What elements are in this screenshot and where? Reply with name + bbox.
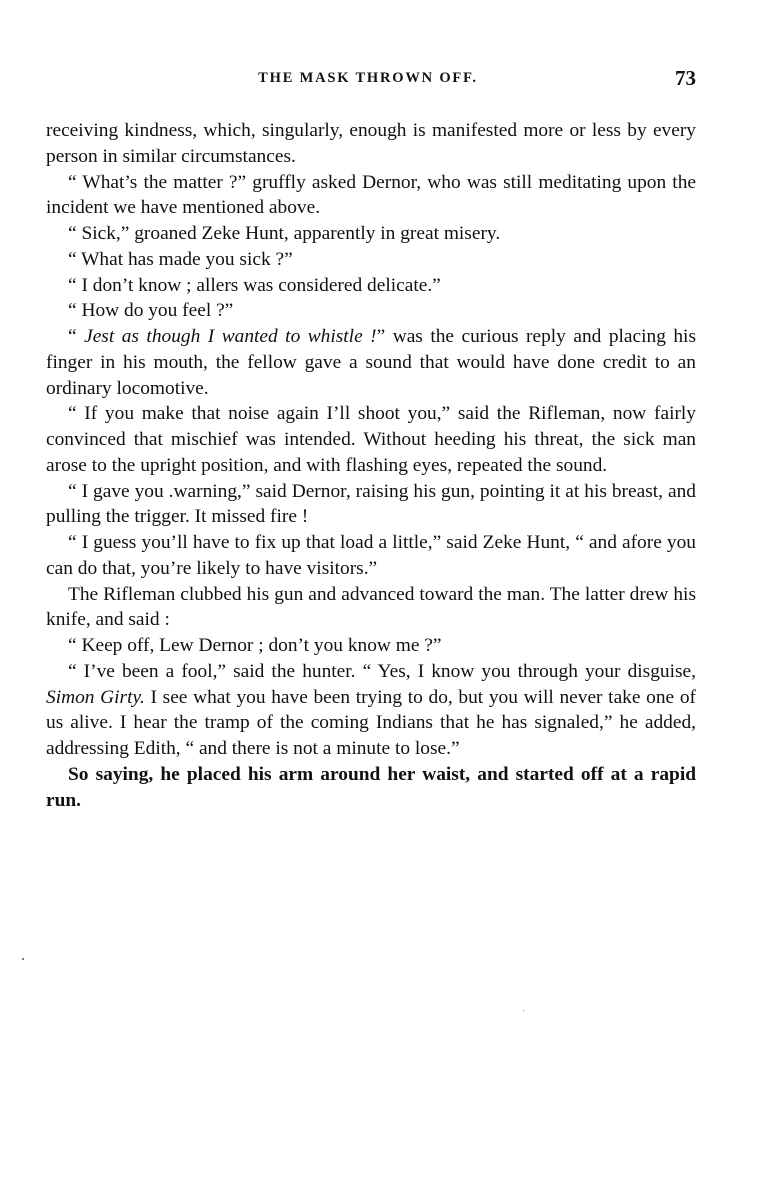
paragraph-continuation xyxy=(46,118,696,170)
text-segment: receiving kindness, which, singularly, enough is manifested more or less by every person in similar circumstances. xyxy=(46,120,696,167)
italic-quote: Jest as though I wanted to whistle ! xyxy=(84,326,377,347)
paragraph-narration xyxy=(46,582,696,634)
running-head xyxy=(40,66,696,92)
paragraph-dialogue xyxy=(46,221,696,247)
text-segment: “ If you make that noise again I’ll shoot you,” said the Rifleman, now fairly convinced that mischief was intended. Without heeding his threat, the sick man arose to the upright position, and with flashing eyes, repeated the sound. xyxy=(46,403,696,476)
scan-speck xyxy=(22,958,24,960)
text-segment: ” was the curious reply and placing his finger in his mouth, the fellow gave a sound that would have done credit to an ordinary locomotive. xyxy=(46,326,696,399)
paragraph-dialogue xyxy=(46,324,696,401)
text-segment: “ I’ve been a fool,” said the hunter. “ Yes, I know you through your disguise, xyxy=(68,660,696,682)
paragraph-closing xyxy=(46,762,696,814)
scan-speck xyxy=(523,1010,524,1011)
text-segment: “ Sick,” groaned Zeke Hunt, apparently in great misery. xyxy=(68,223,501,244)
paragraph-dialogue xyxy=(46,298,696,324)
text-segment: “ How do you feel ?” xyxy=(68,300,234,322)
italic-name: Simon Girty. xyxy=(46,686,145,708)
text-segment: “ What’s the matter ?” gruffly asked Dernor, who was still meditating upon the incident we have mentioned above. xyxy=(46,171,696,219)
text-segment: I see what you have been trying to do, but you will never take one of us alive. I hear the tramp of the coming Indians that he has signaled,” he added, addressing Edith, “ and there is not a minute to lose.” xyxy=(46,686,696,759)
paragraph-dialogue xyxy=(46,659,696,762)
page-number: 73 xyxy=(675,66,696,90)
text-segment: “ What has made you sick ?” xyxy=(68,248,293,270)
paragraph-dialogue xyxy=(46,479,696,531)
text-segment: “ I don’t know ; allers was considered delicate.” xyxy=(68,274,441,296)
running-title: THE MASK THROWN OFF. xyxy=(258,70,478,86)
body-text xyxy=(46,118,696,813)
text-segment: “ Keep off, Lew Dernor ; don’t you know me ?” xyxy=(68,635,442,656)
paragraph-dialogue xyxy=(46,170,696,222)
paragraph-dialogue xyxy=(46,273,696,299)
paragraph-dialogue xyxy=(46,247,696,273)
text-segment: “ I gave you .warning,” said Dernor, raising his gun, pointing it at his breast, and pulling the trigger. It missed fire ! xyxy=(46,480,696,528)
paragraph-dialogue xyxy=(46,633,696,659)
text-segment: The Rifleman clubbed his gun and advanced toward the man. The latter drew his knife, and said : xyxy=(46,583,696,631)
text-segment: “ I guess you’ll have to fix up that load a little,” said Zeke Hunt, “ and afore you can do that, you’re likely to have visitors.” xyxy=(46,532,696,579)
text-segment: So saying, he placed his arm around her waist, and started off at a rapid run. xyxy=(46,763,696,811)
text-segment: “ xyxy=(68,326,85,347)
paragraph-narration xyxy=(46,401,696,478)
paragraph-dialogue xyxy=(46,530,696,582)
